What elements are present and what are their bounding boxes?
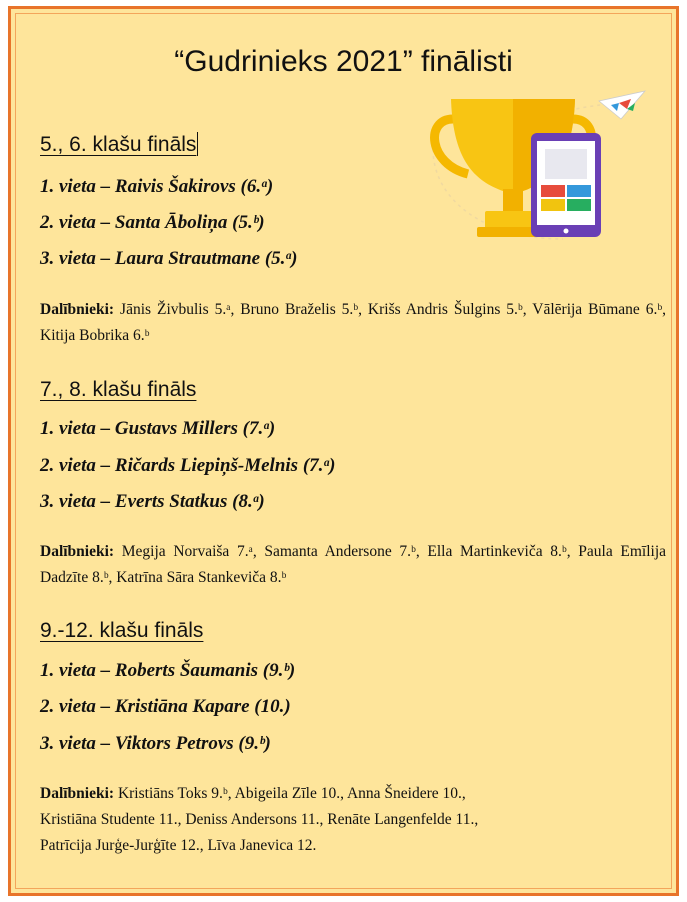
participants-list: Megija Norvaiša 7.ᵃ, Samanta Andersone 7.ᵇ, Ella Martinkeviča 8.ᵇ, Paula Emīlija Dadzīte 8.ᵇ, Katrīna Sāra Stankeviča 8.ᵇ	[40, 543, 667, 586]
participants-line-1: Kristiāns Toks 9.ᵇ, Abigeila Zīle 10., Anna Šneidere 10.,	[117, 785, 466, 802]
place-2-9-12: 2. vieta – Kristiāna Kapare (10.)	[40, 696, 291, 717]
place-1-9-12: 1. vieta – Roberts Šaumanis (9.ᵇ)	[40, 660, 296, 681]
participants-line-2: Kristiāna Studente 11., Deniss Andersons 11., Renāte Langenfelde 11.,	[40, 811, 479, 828]
participants-5-6	[40, 297, 666, 349]
place-2-5-6: 2. vieta – Santa Āboliņa (5.ᵇ)	[40, 212, 265, 233]
participants-label: Dalībnieki:	[40, 301, 115, 318]
participants-label: Dalībnieki:	[40, 543, 115, 560]
place-3-7-8: 3. vieta – Everts Statkus (8.ᵃ)	[40, 491, 265, 512]
participants-label: Dalībnieki:	[40, 785, 115, 802]
place-3-9-12: 3. vieta – Viktors Petrovs (9.ᵇ)	[40, 733, 271, 754]
section-heading-7-8: 7., 8. klašu fināls	[40, 378, 197, 401]
participants-7-8	[40, 539, 666, 591]
text-cursor	[197, 132, 198, 156]
section-heading-5-6: 5., 6. klašu fināls	[40, 133, 197, 156]
place-1-5-6: 1. vieta – Raivis Šakirovs (6.ᵃ)	[40, 176, 274, 197]
section-heading-9-12: 9.-12. klašu fināls	[40, 619, 204, 642]
participants-9-12	[40, 781, 666, 859]
page-title: “Gudrinieks 2021” finālisti	[174, 45, 513, 78]
place-1-7-8: 1. vieta – Gustavs Millers (7.ᵃ)	[40, 418, 276, 439]
trophy-quiz-icon	[423, 89, 653, 249]
place-2-7-8: 2. vieta – Ričards Liepiņš-Melnis (7.ᵃ)	[40, 455, 336, 476]
participants-line-3: Patrīcija Jurģe-Jurģīte 12., Līva Janevica 12.	[40, 837, 317, 854]
document-page	[8, 6, 679, 896]
place-3-5-6: 3. vieta – Laura Strautmane (5.ᵃ)	[40, 248, 298, 269]
participants-list: Jānis Živbulis 5.ᵃ, Bruno Braželis 5.ᵇ, Krišs Andris Šulgins 5.ᵇ, Vālērija Būmane 6.ᵇ, Kitija Bobrika 6.ᵇ	[40, 301, 667, 344]
